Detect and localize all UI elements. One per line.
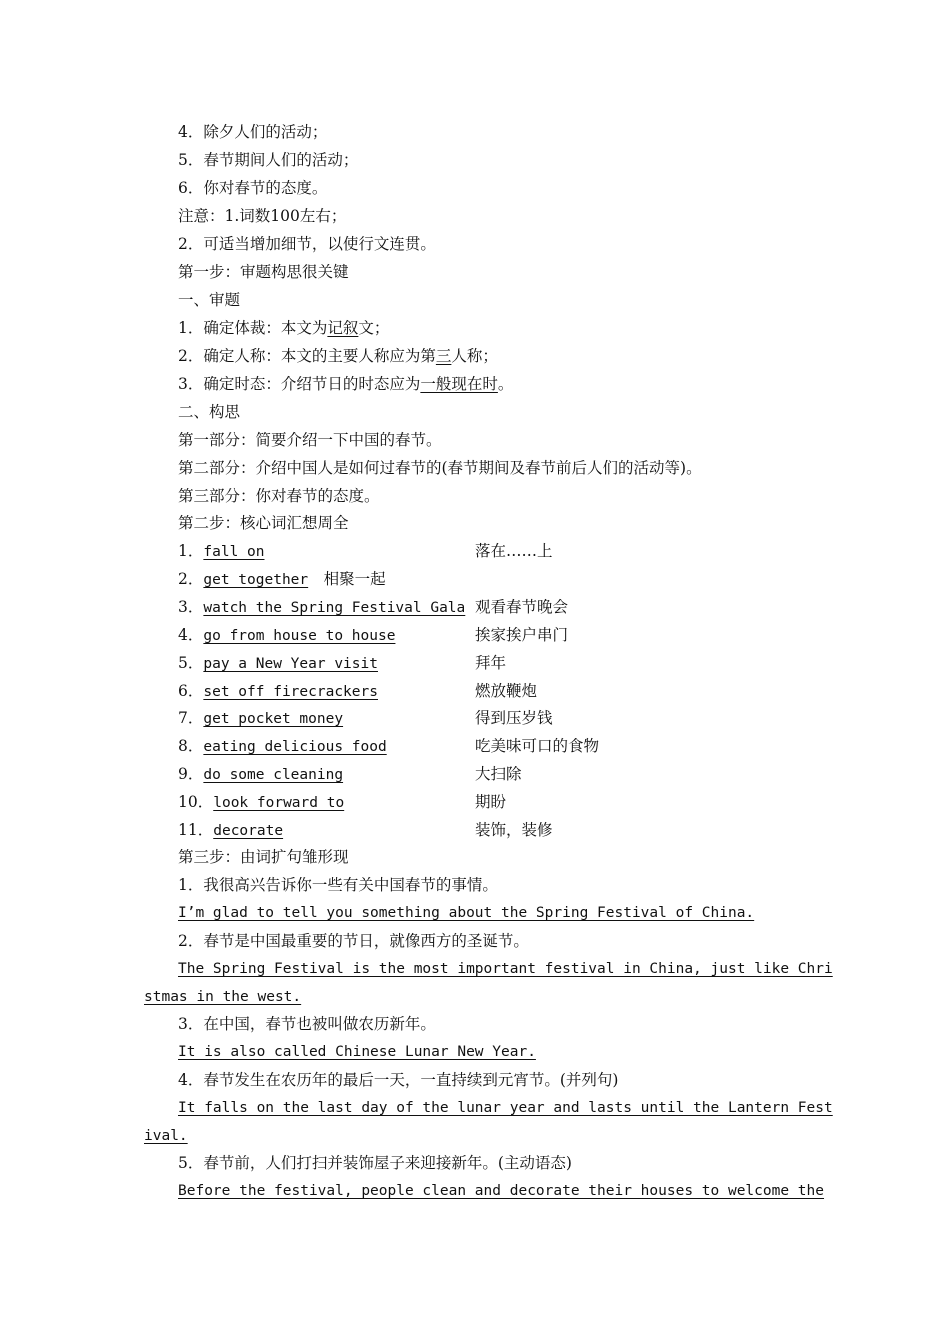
vocab-item: 8．eating delicious food	[178, 737, 387, 755]
sentence-2-en: The Spring Festival is the most important festival in China, just like Chri	[178, 961, 833, 977]
sentence-4-cn: 4．春节发生在农历年的最后一天，一直持续到元宵节。(并列句)	[178, 1071, 619, 1089]
vocab-item: 1．fall on	[178, 542, 265, 560]
section-review-title: 一、审题	[178, 291, 241, 309]
vocab-item: 10．look forward to	[178, 793, 345, 811]
sentence-2-cn: 2．春节是中国最重要的节日，就像西方的圣诞节。	[178, 932, 529, 950]
sentence-5-en: Before the festival, people clean and decorate their houses to welcome the	[178, 1183, 825, 1199]
vocab-meaning: 拜年	[475, 654, 507, 672]
sentence-4-en: It falls on the last day of the lunar year and lasts until the Lantern Fest	[178, 1100, 833, 1116]
plan-part3: 第三部分：你对春节的态度。	[178, 487, 380, 505]
vocab-meaning: 观看春节晚会	[475, 598, 569, 616]
sentence-3-en: It is also called Chinese Lunar New Year.	[178, 1044, 536, 1060]
requirement-5: 5．春节期间人们的活动；	[178, 151, 359, 169]
vocab-meaning: 期盼	[475, 793, 507, 811]
vocab-item: 3．watch the Spring Festival Gala	[178, 598, 466, 616]
tense-line: 3．确定时态：介绍节日的时态应为一般现在时。	[178, 375, 514, 393]
section-plan-title: 二、构思	[178, 403, 241, 421]
person-line: 2．确定人称：本文的主要人称应为第三人称；	[178, 347, 498, 365]
vocab-meaning: 燃放鞭炮	[475, 682, 538, 700]
plan-part2: 第二部分：介绍中国人是如何过春节的(春节期间及春节前后人们的活动等)。	[178, 459, 702, 477]
requirement-6: 6．你对春节的态度。	[178, 179, 328, 197]
vocab-meaning: 装饰，装修	[475, 821, 553, 839]
sentence-3-cn: 3．在中国，春节也被叫做农历新年。	[178, 1015, 436, 1033]
vocab-item: 6．set off firecrackers	[178, 682, 378, 700]
vocab-meaning: 相聚一起	[323, 570, 386, 588]
sentence-1-cn: 1．我很高兴告诉你一些有关中国春节的事情。	[178, 876, 498, 894]
vocab-item: 11．decorate	[178, 821, 284, 839]
sentence-2-en-cont: stmas in the west.	[144, 989, 302, 1005]
step1-title: 第一步：审题构思很关键	[178, 263, 349, 281]
step3-title: 第三步：由词扩句雏形现	[178, 848, 349, 866]
vocab-meaning: 得到压岁钱	[475, 709, 553, 727]
vocab-meaning: 大扫除	[475, 765, 522, 783]
vocab-meaning: 落在……上	[475, 542, 553, 560]
requirement-4: 4．除夕人们的活动；	[178, 123, 328, 141]
vocab-item: 5．pay a New Year visit	[178, 654, 378, 672]
step2-title: 第二步：核心词汇想周全	[178, 514, 349, 532]
plan-part1: 第一部分：简要介绍一下中国的春节。	[178, 431, 442, 449]
sentence-4-en-cont: ival.	[144, 1128, 188, 1144]
note-details: 2．可适当增加细节，以使行文连贯。	[178, 235, 436, 253]
sentence-5-cn: 5．春节前，人们打扫并装饰屋子来迎接新年。(主动语态)	[178, 1154, 572, 1172]
vocab-meaning: 挨家挨户串门	[475, 626, 569, 644]
vocab-item: 2．get together 相聚一起	[178, 570, 386, 588]
vocab-item: 7．get pocket money	[178, 709, 344, 727]
vocab-item: 4．go from house to house	[178, 626, 396, 644]
vocab-meaning: 吃美味可口的食物	[475, 737, 600, 755]
note-word-count: 注意：1.词数100左右；	[178, 207, 347, 225]
sentence-1-en: I’m glad to tell you something about the Spring Festival of China.	[178, 905, 755, 921]
genre-line: 1．确定体裁：本文为记叙文；	[178, 319, 390, 337]
vocab-item: 9．do some cleaning	[178, 765, 344, 783]
